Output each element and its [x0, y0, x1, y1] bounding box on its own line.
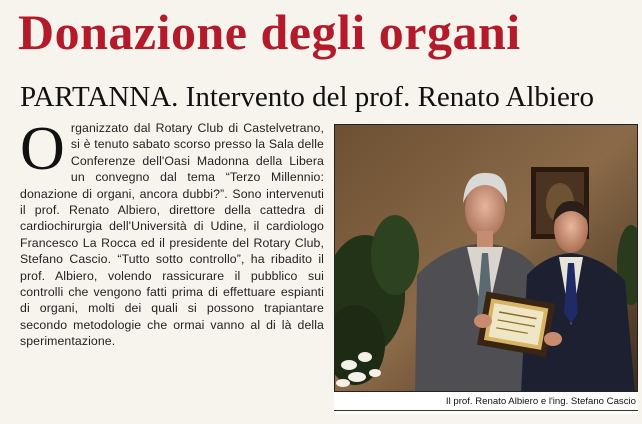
article-body — [20, 115, 324, 350]
article-text: rganizzato dal Rotary Club di Castelvetrano, si è tenuto sabato scorso presso la Sala delle Conferenze dell'Oasi Madonna della Libera un convegno dal tema “Terzo Millennio: donazione di organi, ancora dubbi?”. Sono intervenuti il prof. Renato Albiero, direttore della cattedra di cardiochirurgia dell'Università di Udine, il cardiologo Francesco La Rocca ed il presidente del Rotary Club, Stefano Cascio. “Tutto sotto controllo”, ha ribadito il prof. Albiero, volendo rassicurare il pubblico sui controlli che vengono fatti prima di effettuare espianti di organi, molti dei quali si possono trapiantare secondo metodologie che ormai vanno al di là della sperimentazione. — [20, 121, 324, 349]
headline: Donazione degli organi — [18, 4, 521, 60]
photo-illustration — [335, 125, 638, 392]
photo-block — [334, 124, 638, 414]
article-photo — [334, 124, 638, 392]
drop-cap: O — [20, 115, 65, 183]
caption-rule — [334, 410, 638, 411]
subheadline: PARTANNA. Intervento del prof. Renato Albiero — [20, 81, 594, 113]
photo-caption: Il prof. Renato Albiero e l'ing. Stefano Cascio — [445, 396, 636, 407]
